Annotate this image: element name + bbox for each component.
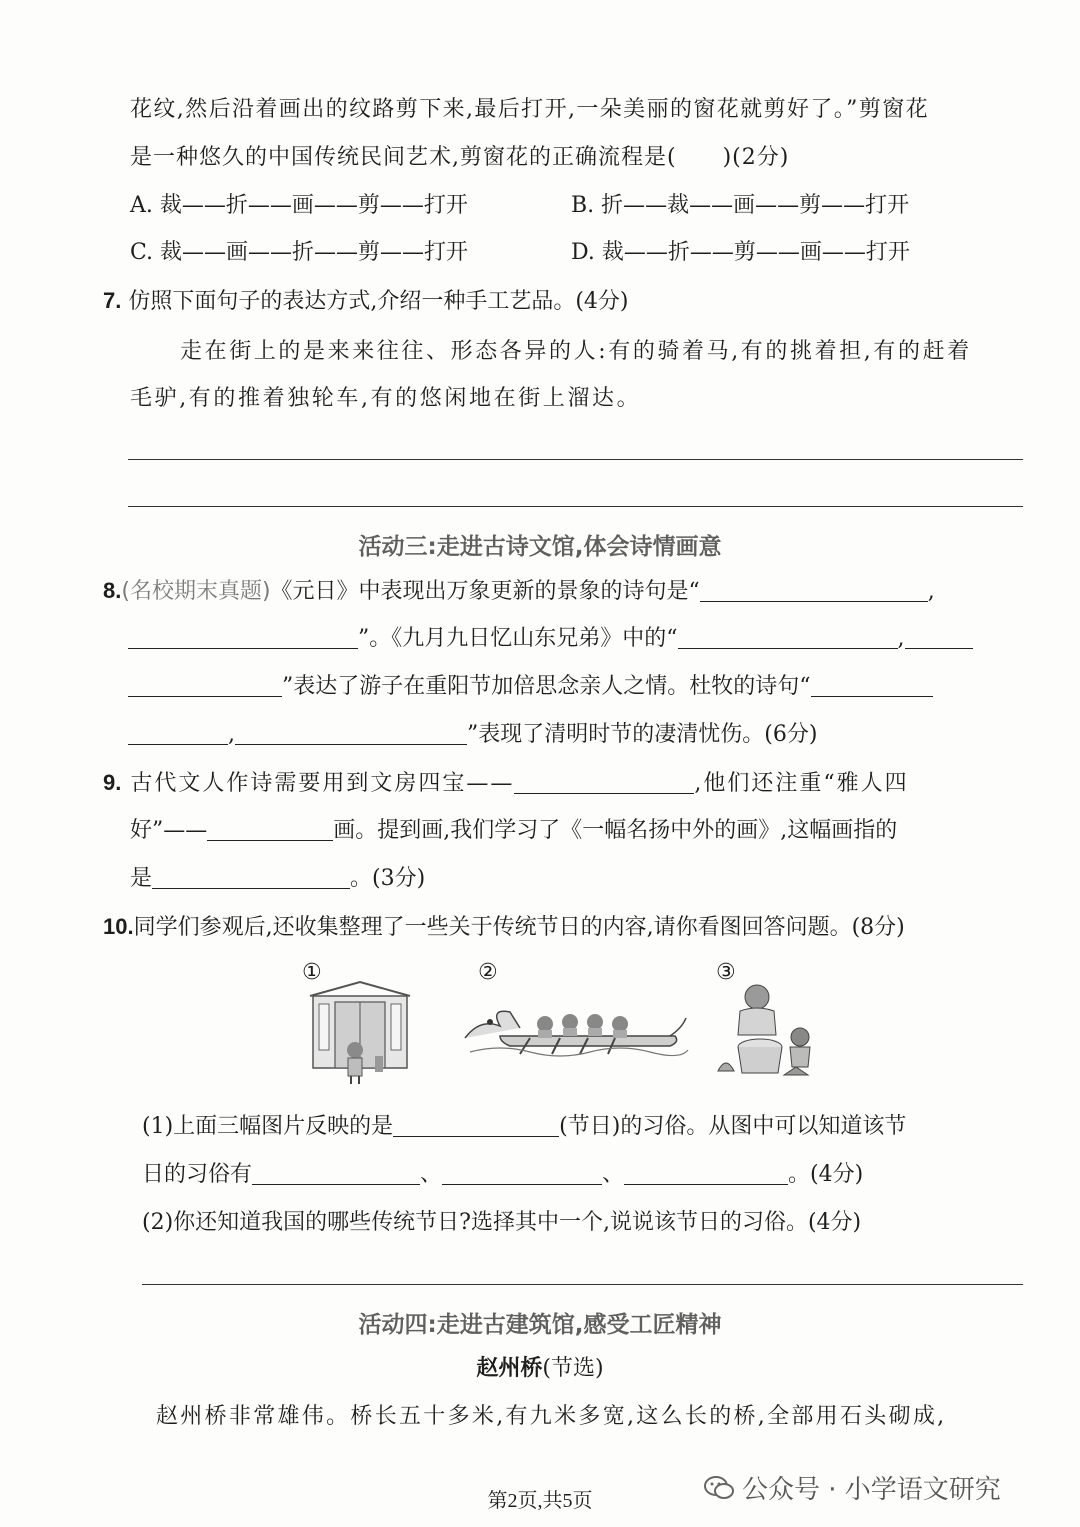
picture-3-making-zongzi (712, 975, 822, 1085)
fill-blank[interactable] (442, 1162, 602, 1185)
q8-line2 (128, 624, 973, 654)
answer-line[interactable] (128, 506, 1023, 507)
fill-blank[interactable] (128, 626, 358, 649)
q10-question (103, 912, 905, 943)
q10-part1-text-c: 日的习俗有 (142, 1162, 253, 1187)
passage-title-note: (节选) (542, 1356, 604, 1381)
q6-option-b: B. 折——裁——画——剪——打开 (571, 193, 910, 218)
answer-line[interactable] (128, 459, 1023, 460)
q10-part1-line1 (142, 1112, 906, 1142)
q10-part1-line2 (142, 1160, 863, 1190)
page-number: 第2页,共5页 (487, 1490, 593, 1512)
q9-line3 (130, 864, 425, 894)
q6-option-c: C. 裁——画——折——剪——打开 (130, 240, 469, 265)
q7-example-line2: 毛驴,有的推着独轮车,有的悠闲地在街上溜达。 (130, 386, 642, 411)
q9-line1 (103, 768, 909, 799)
q8-number: 8. (103, 578, 122, 603)
q8-text-c: ”表达了游子在重阳节加倍思念亲人之情。杜牧的诗句“ (282, 674, 811, 699)
fill-blank[interactable] (678, 626, 898, 649)
q9-text-b: ,他们还注重“雅人四 (694, 771, 909, 796)
q9-number: 9. (103, 770, 122, 795)
fill-blank[interactable] (514, 771, 694, 794)
q9-text-f: 。(3分) (350, 866, 426, 891)
q6-option-a: A. 裁——折——画——剪——打开 (130, 193, 468, 218)
q7-text: 仿照下面句子的表达方式,介绍一种手工艺品。(4分) (128, 289, 629, 314)
q9-text-c: 好”—— (130, 818, 208, 843)
fill-blank[interactable] (128, 722, 228, 745)
q9-text-a: 古代文人作诗需要用到文房四宝—— (130, 771, 515, 796)
picture-1-door-couplets (305, 978, 415, 1088)
fill-blank[interactable] (252, 1162, 420, 1185)
q8-text-a: 《元日》中表现出万象更新的景象的诗句是“ (270, 579, 700, 604)
separator: 、 (602, 1162, 625, 1187)
q8-line1 (103, 576, 935, 607)
q6-line2: 是一种悠久的中国传统民间艺术,剪窗花的正确流程是( )(2分) (130, 145, 790, 170)
source-tag: (名校期末真题) (121, 579, 271, 604)
picture-label-2: ② (478, 960, 498, 985)
q8-comma: , (927, 579, 935, 604)
q7-question (103, 286, 629, 317)
q10-number: 10. (103, 914, 134, 939)
fill-blank[interactable] (235, 722, 467, 745)
picture-2-dragon-boat (460, 992, 690, 1062)
q9-text-e: 是 (130, 866, 153, 891)
q10-part1-text-b: (节日)的习俗。从图中可以知道该节 (559, 1114, 907, 1139)
q8-comma: , (897, 626, 905, 651)
q6-line1: 花纹,然后沿着画出的纹路剪下来,最后打开,一朵美丽的窗花就剪好了。”剪窗花 (130, 97, 930, 122)
q9-line2 (130, 816, 897, 846)
picture-label-1: ① (302, 960, 322, 985)
separator: 、 (420, 1162, 443, 1187)
q10-part1-text-a: (1)上面三幅图片反映的是 (142, 1114, 394, 1139)
q10-part1-text-d: 。(4分) (788, 1162, 864, 1187)
q8-text-b: ”。《九月九日忆山东兄弟》中的“ (358, 626, 678, 651)
q10-part2: (2)你还知道我国的哪些传统节日?选择其中一个,说说该节日的习俗。(4分) (142, 1210, 862, 1235)
picture-label-3: ③ (716, 960, 736, 985)
q8-text-d: ”表现了清明时节的凄清忧伤。(6分) (467, 722, 818, 747)
fill-blank[interactable] (905, 626, 973, 649)
passage-text: 赵州桥非常雄伟。桥长五十多米,有九米多宽,这么长的桥,全部用石头砌成, (156, 1404, 947, 1429)
q7-number: 7. (103, 288, 122, 313)
q9-text-d: 画。提到画,我们学习了《一幅名扬中外的画》,这幅画指的 (333, 818, 898, 843)
q7-example-line1: 走在街上的是来来往往、形态各异的人:有的骑着马,有的挑着担,有的赶着 (180, 339, 972, 364)
fill-blank[interactable] (624, 1162, 788, 1185)
q8-line4 (128, 720, 817, 750)
fill-blank[interactable] (207, 818, 333, 841)
q8-comma: , (228, 722, 235, 747)
q8-line3 (128, 672, 933, 702)
q10-text: 同学们参观后,还收集整理了一些关于传统节日的内容,请你看图回答问题。(8分) (133, 915, 905, 940)
answer-line[interactable] (142, 1284, 1023, 1285)
watermark (704, 1469, 1001, 1506)
fill-blank[interactable] (128, 674, 282, 697)
activity-4-heading: 活动四:走进古建筑馆,感受工匠精神 (358, 1312, 722, 1338)
passage-title (0, 1354, 1080, 1384)
activity-3-heading: 活动三:走进古诗文馆,体会诗情画意 (358, 534, 722, 560)
fill-blank[interactable] (393, 1114, 559, 1137)
fill-blank[interactable] (152, 866, 350, 889)
passage-title-text: 赵州桥 (476, 1356, 543, 1381)
q6-option-d: D. 裁——折——剪——画——打开 (571, 240, 910, 265)
watermark-text: 公众号 · 小学语文研究 (742, 1475, 1001, 1505)
fill-blank[interactable] (811, 674, 933, 697)
fill-blank[interactable] (700, 579, 928, 602)
wechat-icon (704, 1475, 734, 1501)
